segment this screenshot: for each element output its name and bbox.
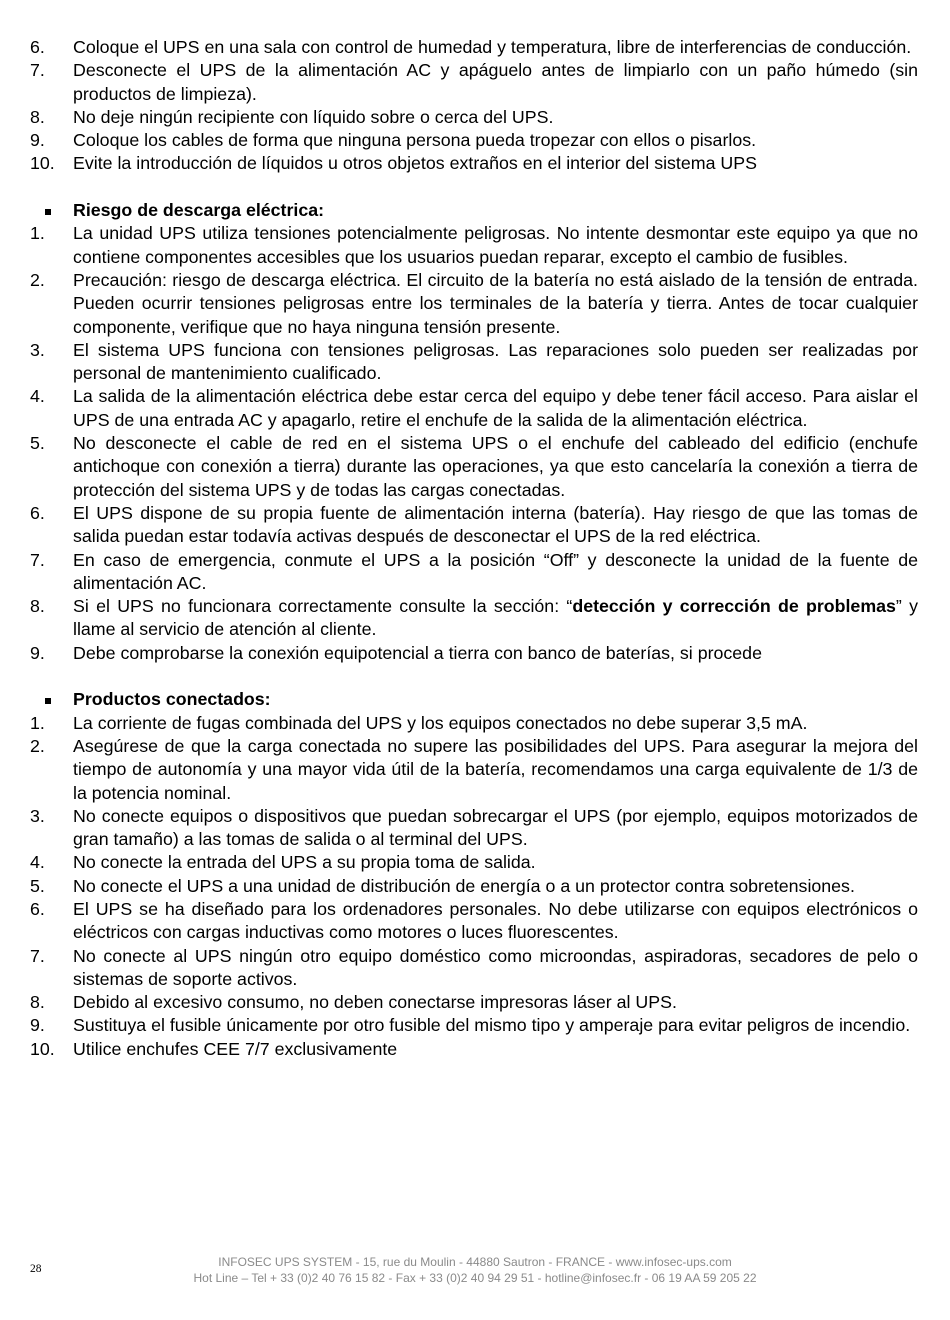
item-text: Asegúrese de que la carga conectada no supere las posibilidades del UPS. Para asegurar la mejora del tiempo de autonomía y una mayor vida útil de la batería, recomendamos una carga equivalente de 1/3 de la potencia nominal. [73, 735, 918, 803]
item-text: El UPS se ha diseñado para los ordenadores personales. No debe utilizarse con equipos electrónicos o eléctricos con cargas inductivas como motores o luces fluorescentes. [73, 898, 918, 943]
item-text: El sistema UPS funciona con tensiones peligrosas. Las reparaciones solo pueden ser realizadas por personal de mantenimiento cualificado. [73, 339, 918, 384]
list-item [30, 269, 918, 339]
item-text [73, 595, 918, 642]
item-text: Evite la introducción de líquidos u otros objetos extraños en el interior del sistema UPS [73, 153, 757, 174]
item-number: 3. [30, 339, 45, 360]
item-text: La corriente de fugas combinada del UPS y los equipos conectados no debe superar 3,5 mA. [73, 712, 808, 733]
item-number: 10. [30, 1038, 55, 1059]
item-number: 9. [30, 1015, 45, 1036]
list-item [30, 59, 918, 106]
item-number: 7. [30, 60, 45, 81]
item-text: La unidad UPS utiliza tensiones potencialmente peligrosas. No intente desmontar este equipo ya que no contiene componentes accesibles que los usuarios puedan reparar, excepto el cambio de fusibles. [73, 223, 918, 267]
item-number: 8. [30, 992, 45, 1013]
footer-address-line: INFOSEC UPS SYSTEM - 15, rue du Moulin - 44880 Sautron - FRANCE - www.infosec-ups.com [218, 1255, 732, 1269]
section-heading-electric-shock [30, 199, 918, 222]
electric-shock-list [30, 222, 918, 665]
list-item [30, 991, 918, 1014]
list-item [30, 1014, 918, 1037]
list-item [30, 549, 918, 596]
list-item [30, 595, 918, 642]
troubleshooting-reference: detección y corrección de problemas [572, 596, 896, 617]
item-text: Debe comprobarse la conexión equipotencial a tierra con banco de baterías, si procede [73, 642, 762, 663]
item-text: En caso de emergencia, conmute el UPS a la posición “Off” y desconecte la unidad de la fuente de alimentación AC. [73, 549, 918, 593]
item-text: Coloque el UPS en una sala con control de humedad y temperatura, libre de interferencias de conducción. [73, 37, 912, 57]
list-item [30, 129, 918, 152]
section-title: Riesgo de descarga eléctrica: [73, 200, 325, 221]
item-number: 2. [30, 735, 45, 756]
item-number: 6. [30, 37, 45, 57]
connected-products-list [30, 712, 918, 1061]
item-number: 9. [30, 130, 45, 151]
footer-hotline-line: Hot Line – Tel + 33 (0)2 40 76 15 82 - Fax + 33 (0)2 40 94 29 51 - hotline@infosec.fr - 06 19 AA 59 205 22 [193, 1271, 757, 1285]
list-item [30, 898, 918, 945]
item-number: 1. [30, 712, 45, 733]
square-bullet-icon [30, 688, 73, 711]
item-number: 10. [30, 153, 55, 174]
item-text: No deje ningún recipiente con líquido sobre o cerca del UPS. [73, 106, 554, 127]
section-heading-connected-products [30, 688, 918, 711]
item-number: 3. [30, 805, 45, 826]
list-item [30, 502, 918, 549]
item-text: Precaución: riesgo de descarga eléctrica. El circuito de la batería no está aislado de la tensión de entrada. Pueden ocurrir tensiones peligrosas entre los terminales de la batería y tierra. Antes de tocar cualquier componente, verifique que no haya ninguna tensión presente. [73, 269, 918, 337]
list-item [30, 851, 918, 874]
section-title: Productos conectados: [73, 689, 271, 710]
item-text: Sustituya el fusible únicamente por otro fusible del mismo tipo y amperaje para evitar peligros de incendio. [73, 1015, 911, 1036]
list-item [30, 875, 918, 898]
list-item [30, 945, 918, 992]
list-item [30, 1038, 918, 1061]
footer-contact [0, 1254, 950, 1286]
item-text: No conecte equipos o dispositivos que puedan sobrecargar el UPS (por ejemplo, equipos motorizados de gran tamaño) a las tomas de salida o al terminal del UPS. [73, 805, 918, 850]
page-content [30, 36, 918, 1061]
item-number: 1. [30, 223, 45, 244]
item-number: 4. [30, 386, 45, 407]
list-item [30, 339, 918, 386]
item-text: La salida de la alimentación eléctrica debe estar cerca del equipo y debe tener fácil acceso. Para aislar el UPS de una entrada AC y apagarlo, retire el enchufe de la salida de la alimentación eléctrica. [73, 386, 918, 430]
item-number: 7. [30, 945, 45, 966]
list-item [30, 432, 918, 502]
item-number: 6. [30, 898, 45, 919]
item-number: 4. [30, 852, 45, 873]
item-text: Coloque los cables de forma que ninguna persona pueda tropezar con ellos o pisarlos. [73, 130, 757, 151]
list-item [30, 106, 918, 129]
item-text: Utilice enchufes CEE 7/7 exclusivamente [73, 1038, 398, 1059]
item-number: 5. [30, 433, 45, 454]
item-text: No conecte al UPS ningún otro equipo doméstico como microondas, aspiradoras, secadores de pelo o sistemas de soporte activos. [73, 945, 918, 989]
item-number: 7. [30, 549, 45, 570]
list-item [30, 36, 918, 59]
list-item [30, 805, 918, 852]
list-item [30, 222, 918, 269]
item-number: 9. [30, 642, 45, 663]
item-text: No conecte la entrada del UPS a su propia toma de salida. [73, 852, 536, 873]
list-item [30, 385, 918, 432]
list-item [30, 712, 918, 735]
item-number: 8. [30, 106, 45, 127]
list-item [30, 152, 918, 175]
square-bullet-icon [30, 199, 73, 222]
page-footer [0, 1254, 950, 1286]
list-item [30, 642, 918, 665]
intro-list [30, 36, 918, 176]
item-text: Desconecte el UPS de la alimentación AC y apáguelo antes de limpiarlo con un paño húmedo (sin productos de limpieza). [73, 60, 918, 104]
list-item [30, 735, 918, 805]
item-text: Debido al excesivo consumo, no deben conectarse impresoras láser al UPS. [73, 992, 677, 1013]
item-text: El UPS dispone de su propia fuente de alimentación interna (batería). Hay riesgo de que las tomas de salida puedan estar todavía activas después de desconectar el UPS de la red eléctrica. [73, 502, 918, 547]
item-number: 2. [30, 269, 45, 290]
item-text-before: Si el UPS no funcionara correctamente consulte la sección: “ [73, 596, 573, 617]
item-number: 6. [30, 502, 45, 523]
item-text-after: ” y llame al servicio de atención al cliente. [73, 596, 919, 640]
item-number: 5. [30, 875, 45, 896]
item-number: 8. [30, 596, 45, 617]
item-text: No desconecte el cable de red en el sistema UPS o el enchufe del cableado del edificio (enchufe antichoque con conexión a tierra) durante las operaciones, ya que esto cancelaría la conexión a tierra de protección del sistema UPS y de todas las cargas conectadas. [73, 433, 918, 500]
item-text: No conecte el UPS a una unidad de distribución de energía o a un protector contra sobretensiones. [73, 875, 855, 896]
page-number: 28 [30, 1263, 42, 1275]
